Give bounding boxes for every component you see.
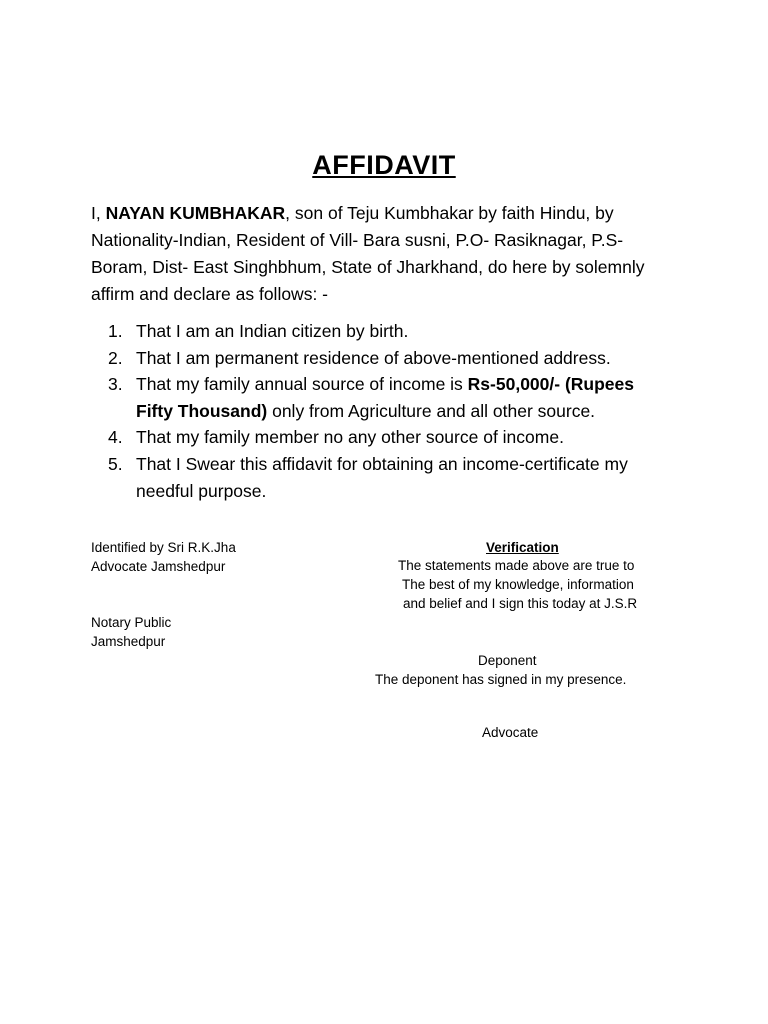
income-amount: Rs-50,000/- (Rupees xyxy=(467,374,634,395)
declaration-item xyxy=(108,371,688,424)
item-text-line-2: needful purpose. xyxy=(136,480,267,501)
item-text-line-1 xyxy=(136,371,688,398)
intro-line-1 xyxy=(91,200,681,227)
declaration-list xyxy=(108,318,688,504)
deponent-name: NAYAN KUMBHAKAR xyxy=(105,203,286,223)
item-number: 2. xyxy=(108,347,123,368)
item-number: 4. xyxy=(108,427,123,448)
intro-paragraph xyxy=(91,200,681,308)
document-title: AFFIDAVIT xyxy=(312,150,456,180)
item-number: 5. xyxy=(108,453,123,474)
verification-line-3: and belief and I sign this today at J.S.R xyxy=(403,596,638,611)
intro-line-4: affirm and declare as follows: - xyxy=(91,284,329,304)
item-text: That my family member no any other source of income. xyxy=(136,427,564,448)
intro-line-3: Boram, Dist- East Singhbhum, State of Jharkhand, do here by solemnly xyxy=(91,257,645,277)
item-number: 1. xyxy=(108,321,123,341)
notary-location: Jamshedpur xyxy=(91,634,166,649)
item-text: That I am permanent residence of above-mentioned address. xyxy=(136,347,611,368)
declaration-item xyxy=(108,451,688,504)
verification-line-2: The best of my knowledge, information xyxy=(402,577,634,592)
item-text-before: That my family annual source of income is xyxy=(136,374,468,395)
intro-line-1-rest: , son of Teju Kumbhakar by faith Hindu, by xyxy=(285,203,614,223)
declaration-item xyxy=(108,424,688,451)
declaration-item xyxy=(108,345,688,372)
advocate-label: Advocate xyxy=(482,725,539,740)
verification-line-1: The statements made above are true to xyxy=(398,558,635,573)
identified-by-block xyxy=(91,538,236,576)
identified-by-line: Identified by Sri R.K.Jha xyxy=(91,540,236,555)
income-amount-words: Fifty Thousand) xyxy=(136,400,268,421)
declaration-item xyxy=(108,318,688,345)
item-text-line-2 xyxy=(136,398,688,425)
item-number: 3. xyxy=(108,374,123,395)
verification-text xyxy=(398,556,668,613)
item-text: That I am an Indian citizen by birth. xyxy=(136,321,409,341)
intro-line-2: Nationality-Indian, Resident of Vill- Bara susni, P.O- Rasiknagar, P.S- xyxy=(91,230,624,250)
identified-advocate-line: Advocate Jamshedpur xyxy=(91,559,226,574)
intro-prefix: I, xyxy=(91,203,106,223)
verification-heading: Verification xyxy=(486,540,559,555)
deponent-note: The deponent has signed in my presence. xyxy=(375,672,627,687)
deponent-label: Deponent xyxy=(478,653,537,668)
notary-title: Notary Public xyxy=(91,615,172,630)
notary-block xyxy=(91,613,171,651)
item-text-line-1: That I Swear this affidavit for obtaining an income-certificate my xyxy=(136,453,628,474)
item-text-after: only from Agriculture and all other source. xyxy=(267,400,596,421)
